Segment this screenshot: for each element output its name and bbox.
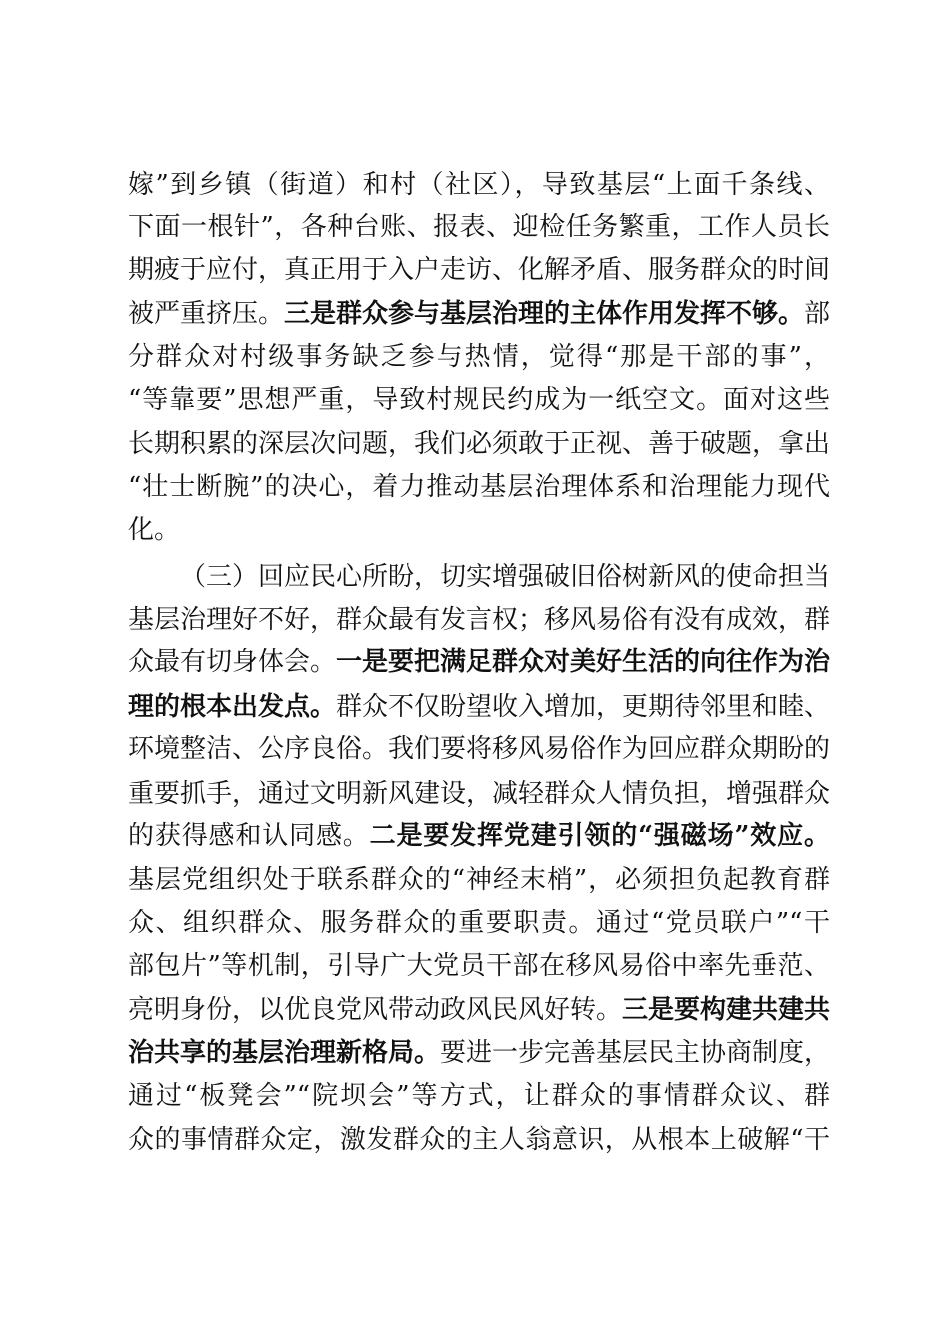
text-run: 要进一步完善基层民主协商制度， (440, 1038, 831, 1068)
paragraph-line (128, 600, 830, 640)
text-run: 化。 (128, 515, 181, 545)
bold-text-run: 三是群众参与基层治理的主体作用发挥不够。 (284, 299, 805, 329)
text-run: 基层治理好不好，群众最有发言权；移风易俗有没有成效，群 (128, 605, 831, 635)
paragraph-line (128, 510, 830, 550)
paragraph-line (128, 774, 830, 814)
text-run: 嫁”到乡镇（街道）和村（社区），导致基层“上面千条线、 (128, 170, 830, 200)
paragraph-line (128, 729, 830, 769)
text-run: 分群众对村级事务缺乏参与热情，觉得“那是干部的事”， (128, 342, 830, 372)
text-run: “等靠要”思想严重，导致村规民约成为一纸空文。面对这些 (128, 385, 830, 415)
text-run: 众、组织群众、服务群众的重要职责。通过“党员联户”“干 (128, 908, 830, 938)
paragraph-line (128, 903, 830, 943)
text-run: 部 (804, 299, 831, 329)
text-run: 亮明身份，以优良党风带动政风民风好转。 (128, 995, 623, 1025)
text-run: 部包片”等机制，引导广大党员干部在移风易俗中率先垂范、 (128, 951, 830, 981)
text-run: 环境整洁、公序良俗。我们要将移风易俗作为回应群众期盼的 (128, 734, 831, 764)
text-run: 期疲于应付，真正用于入户走访、化解矛盾、服务群众的时间 (128, 255, 831, 285)
text-run: 长期积累的深层次问题，我们必须敢于正视、善于破题，拿出 (128, 429, 831, 459)
paragraph-line (128, 165, 830, 205)
text-run: 基层党组织处于联系群众的“神经末梢”，必须担负起教育群 (128, 865, 830, 895)
text-run: 重要抓手，通过文明新风建设，减轻群众人情负担，增强群众 (128, 779, 831, 809)
paragraph-line (128, 1076, 830, 1116)
paragraph-line (128, 1120, 830, 1160)
text-run: 被严重挤压。 (128, 299, 285, 329)
bold-text-run: 二是要发挥党建引领的“强磁场”效应。 (369, 821, 830, 851)
text-run: 下面一根针”，各种台账、报表、迎检任务繁重，工作人员长 (128, 212, 830, 242)
paragraph-line (128, 207, 830, 247)
bold-text-run: 理的根本出发点。 (128, 692, 337, 722)
paragraph-line (128, 860, 830, 900)
paragraph-line (128, 1033, 830, 1073)
paragraph-line (128, 816, 830, 856)
section-heading (180, 557, 830, 597)
paragraph-line (128, 946, 830, 986)
text-run: 的获得感和认同感。 (128, 821, 370, 851)
bold-text-run: 三是要构建共建共 (622, 995, 831, 1025)
paragraph-line (128, 642, 830, 682)
paragraph-line (128, 687, 830, 727)
paragraph-line (128, 467, 830, 507)
paragraph-line (128, 337, 830, 377)
text-run: “壮士断腕”的决心，着力推动基层治理体系和治理能力现代 (128, 472, 830, 502)
paragraph-line (128, 250, 830, 290)
paragraph-line (128, 990, 830, 1030)
text-run: 通过“板凳会”“院坝会”等方式，让群众的事情群众议、群 (128, 1081, 830, 1111)
paragraph-line (128, 380, 830, 420)
bold-text-run: 一是要把满足群众对美好生活的向往作为治 (336, 647, 831, 677)
paragraph-line (128, 294, 830, 334)
bold-text-run: 治共享的基层治理新格局。 (128, 1038, 441, 1068)
paragraph-line (128, 424, 830, 464)
text-run: （三）回应民心所盼，切实增强破旧俗树新风的使命担当 (180, 562, 831, 592)
text-run: 群众不仅盼望收入增加，更期待邻里和睦、 (336, 692, 831, 722)
text-run: 众最有切身体会。 (128, 647, 337, 677)
text-run: 众的事情群众定，激发群众的主人翁意识，从根本上破解“干 (128, 1125, 830, 1155)
